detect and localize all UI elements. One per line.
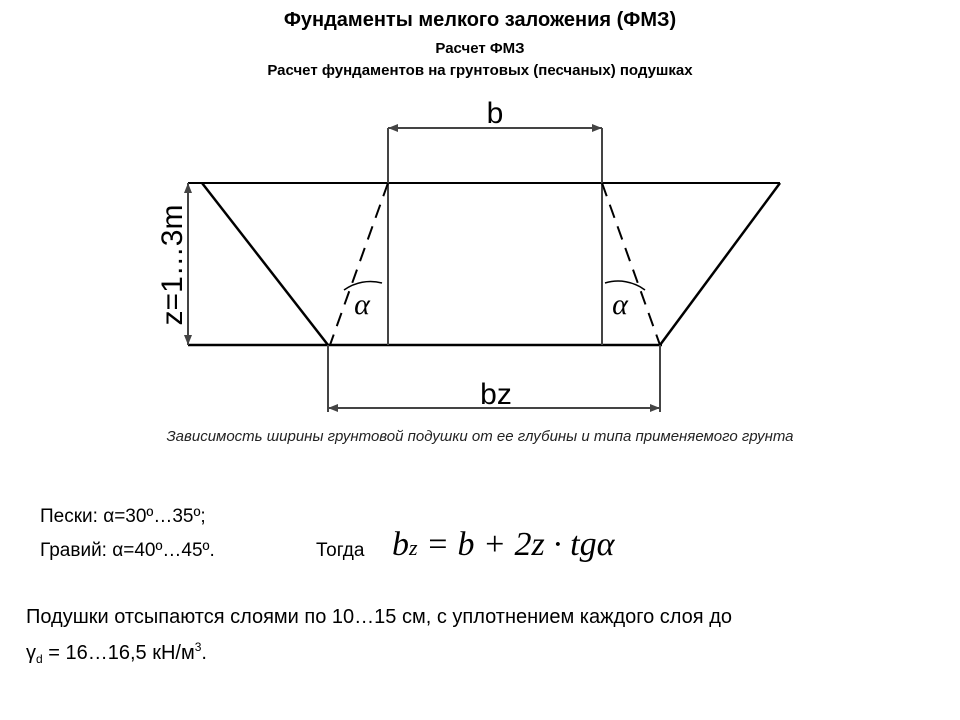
cushion-width-formula xyxy=(392,526,614,564)
z-arrow-bottom xyxy=(184,335,192,345)
alpha-label-left: α xyxy=(354,288,370,321)
b-label: b xyxy=(486,97,504,130)
compaction-note-line1: Подушки отсыпаются слоями по 10…15 см, с уплотнением каждого слоя до xyxy=(26,606,732,628)
diagram-caption: Зависимость ширины грунтовой подушки от ее глубины и типа применяемого грунта xyxy=(166,428,794,445)
cushion-left-slope xyxy=(202,183,328,345)
z-arrow-top xyxy=(184,183,192,193)
note-end: . xyxy=(201,642,207,664)
bz-arrow-left xyxy=(328,404,338,412)
gamma-symbol: γ xyxy=(26,642,36,664)
bz-label: bz xyxy=(480,378,512,411)
distribution-right-dashed xyxy=(602,183,660,345)
page-title: Фундаменты мелкого заложения (ФМЗ) xyxy=(283,9,677,31)
gamma-subscript: d xyxy=(36,652,43,666)
page-topic: Расчет фундаментов на грунтовых (песчаных) подушках xyxy=(267,62,693,79)
bz-arrow-right xyxy=(650,404,660,412)
b-arrow-right xyxy=(592,124,602,132)
b-arrow-left xyxy=(388,124,398,132)
alpha-label-right: α xyxy=(612,288,628,321)
cushion-right-slope xyxy=(660,183,780,345)
page-subtitle: Расчет ФМЗ xyxy=(435,40,525,57)
z-label: z=1…3m xyxy=(156,204,189,326)
sands-angle-text: Пески: α=30º…35º; xyxy=(40,506,206,527)
compaction-note-line2 xyxy=(26,640,207,666)
then-label: Тогда xyxy=(316,540,365,561)
formula-lhs: b xyxy=(392,526,409,563)
density-value: = 16…16,5 кН/м xyxy=(42,642,195,664)
unit-superscript: 3 xyxy=(194,640,202,654)
formula-lhs-subscript: z xyxy=(409,535,418,560)
gravel-angle-text: Гравий: α=40º…45º. xyxy=(40,540,215,561)
formula-rhs: = b + 2z · tgα xyxy=(417,526,615,563)
